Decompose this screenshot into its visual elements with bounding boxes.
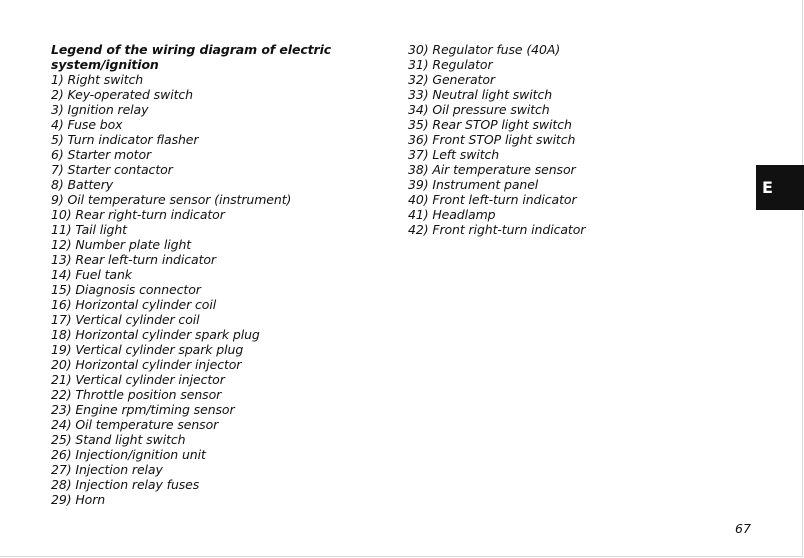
legend-item: 15) Diagnosis connector <box>51 282 201 297</box>
legend-item: 34) Oil pressure switch <box>408 102 550 117</box>
page-number: 67 <box>735 521 751 536</box>
legend-list-left <box>51 72 381 507</box>
legend-item: 10) Rear right-turn indicator <box>51 207 225 222</box>
legend-item: 21) Vertical cylinder injector <box>51 372 225 387</box>
legend-item: 18) Horizontal cylinder spark plug <box>51 327 260 342</box>
legend-item: 12) Number plate light <box>51 237 192 252</box>
legend-item: 32) Generator <box>408 72 495 87</box>
legend-item: 25) Stand light switch <box>51 432 186 447</box>
legend-item: 36) Front STOP light switch <box>408 132 576 147</box>
legend-item: 14) Fuel tank <box>51 267 132 282</box>
section-tab: E <box>756 165 804 210</box>
legend-item: 3) Ignition relay <box>51 102 149 117</box>
legend-item: 42) Front right-turn indicator <box>408 222 586 237</box>
legend-item: 41) Headlamp <box>408 207 496 222</box>
legend-item: 9) Oil temperature sensor (instrument) <box>51 192 292 207</box>
legend-item: 23) Engine rpm/timing sensor <box>51 402 235 417</box>
legend-item: 4) Fuse box <box>51 117 123 132</box>
legend-item: 8) Battery <box>51 177 114 192</box>
legend-item: 16) Horizontal cylinder coil <box>51 297 217 312</box>
legend-item: 24) Oil temperature sensor <box>51 417 219 432</box>
legend-item: 30) Regulator fuse (40A) <box>408 42 561 57</box>
legend-item: 27) Injection relay <box>51 462 163 477</box>
legend-item: 35) Rear STOP light switch <box>408 117 572 132</box>
legend-title: Legend of the wiring diagram of electric system/ignition <box>51 42 332 72</box>
legend-item: 2) Key-operated switch <box>51 87 193 102</box>
legend-left-column <box>51 42 381 507</box>
legend-item: 7) Starter contactor <box>51 162 173 177</box>
legend-item: 31) Regulator <box>408 57 493 72</box>
legend-item: 11) Tail light <box>51 222 127 237</box>
legend-item: 28) Injection relay fuses <box>51 477 200 492</box>
legend-item: 1) Right switch <box>51 72 144 87</box>
legend-item: 20) Horizontal cylinder injector <box>51 357 242 372</box>
legend-item: 33) Neutral light switch <box>408 87 553 102</box>
legend-item: 38) Air temperature sensor <box>408 162 576 177</box>
legend-item: 26) Injection/ignition unit <box>51 447 206 462</box>
legend-item: 5) Turn indicator flasher <box>51 132 199 147</box>
legend-item: 17) Vertical cylinder coil <box>51 312 200 327</box>
legend-right-column <box>408 42 728 237</box>
legend-item: 22) Throttle position sensor <box>51 387 222 402</box>
legend-item: 40) Front left-turn indicator <box>408 192 577 207</box>
legend-item: 39) Instrument panel <box>408 177 539 192</box>
legend-item: 37) Left switch <box>408 147 500 162</box>
legend-item: 19) Vertical cylinder spark plug <box>51 342 244 357</box>
legend-item: 29) Horn <box>51 492 106 507</box>
legend-item: 13) Rear left-turn indicator <box>51 252 216 267</box>
legend-list-right <box>408 42 728 237</box>
legend-item: 6) Starter motor <box>51 147 152 162</box>
